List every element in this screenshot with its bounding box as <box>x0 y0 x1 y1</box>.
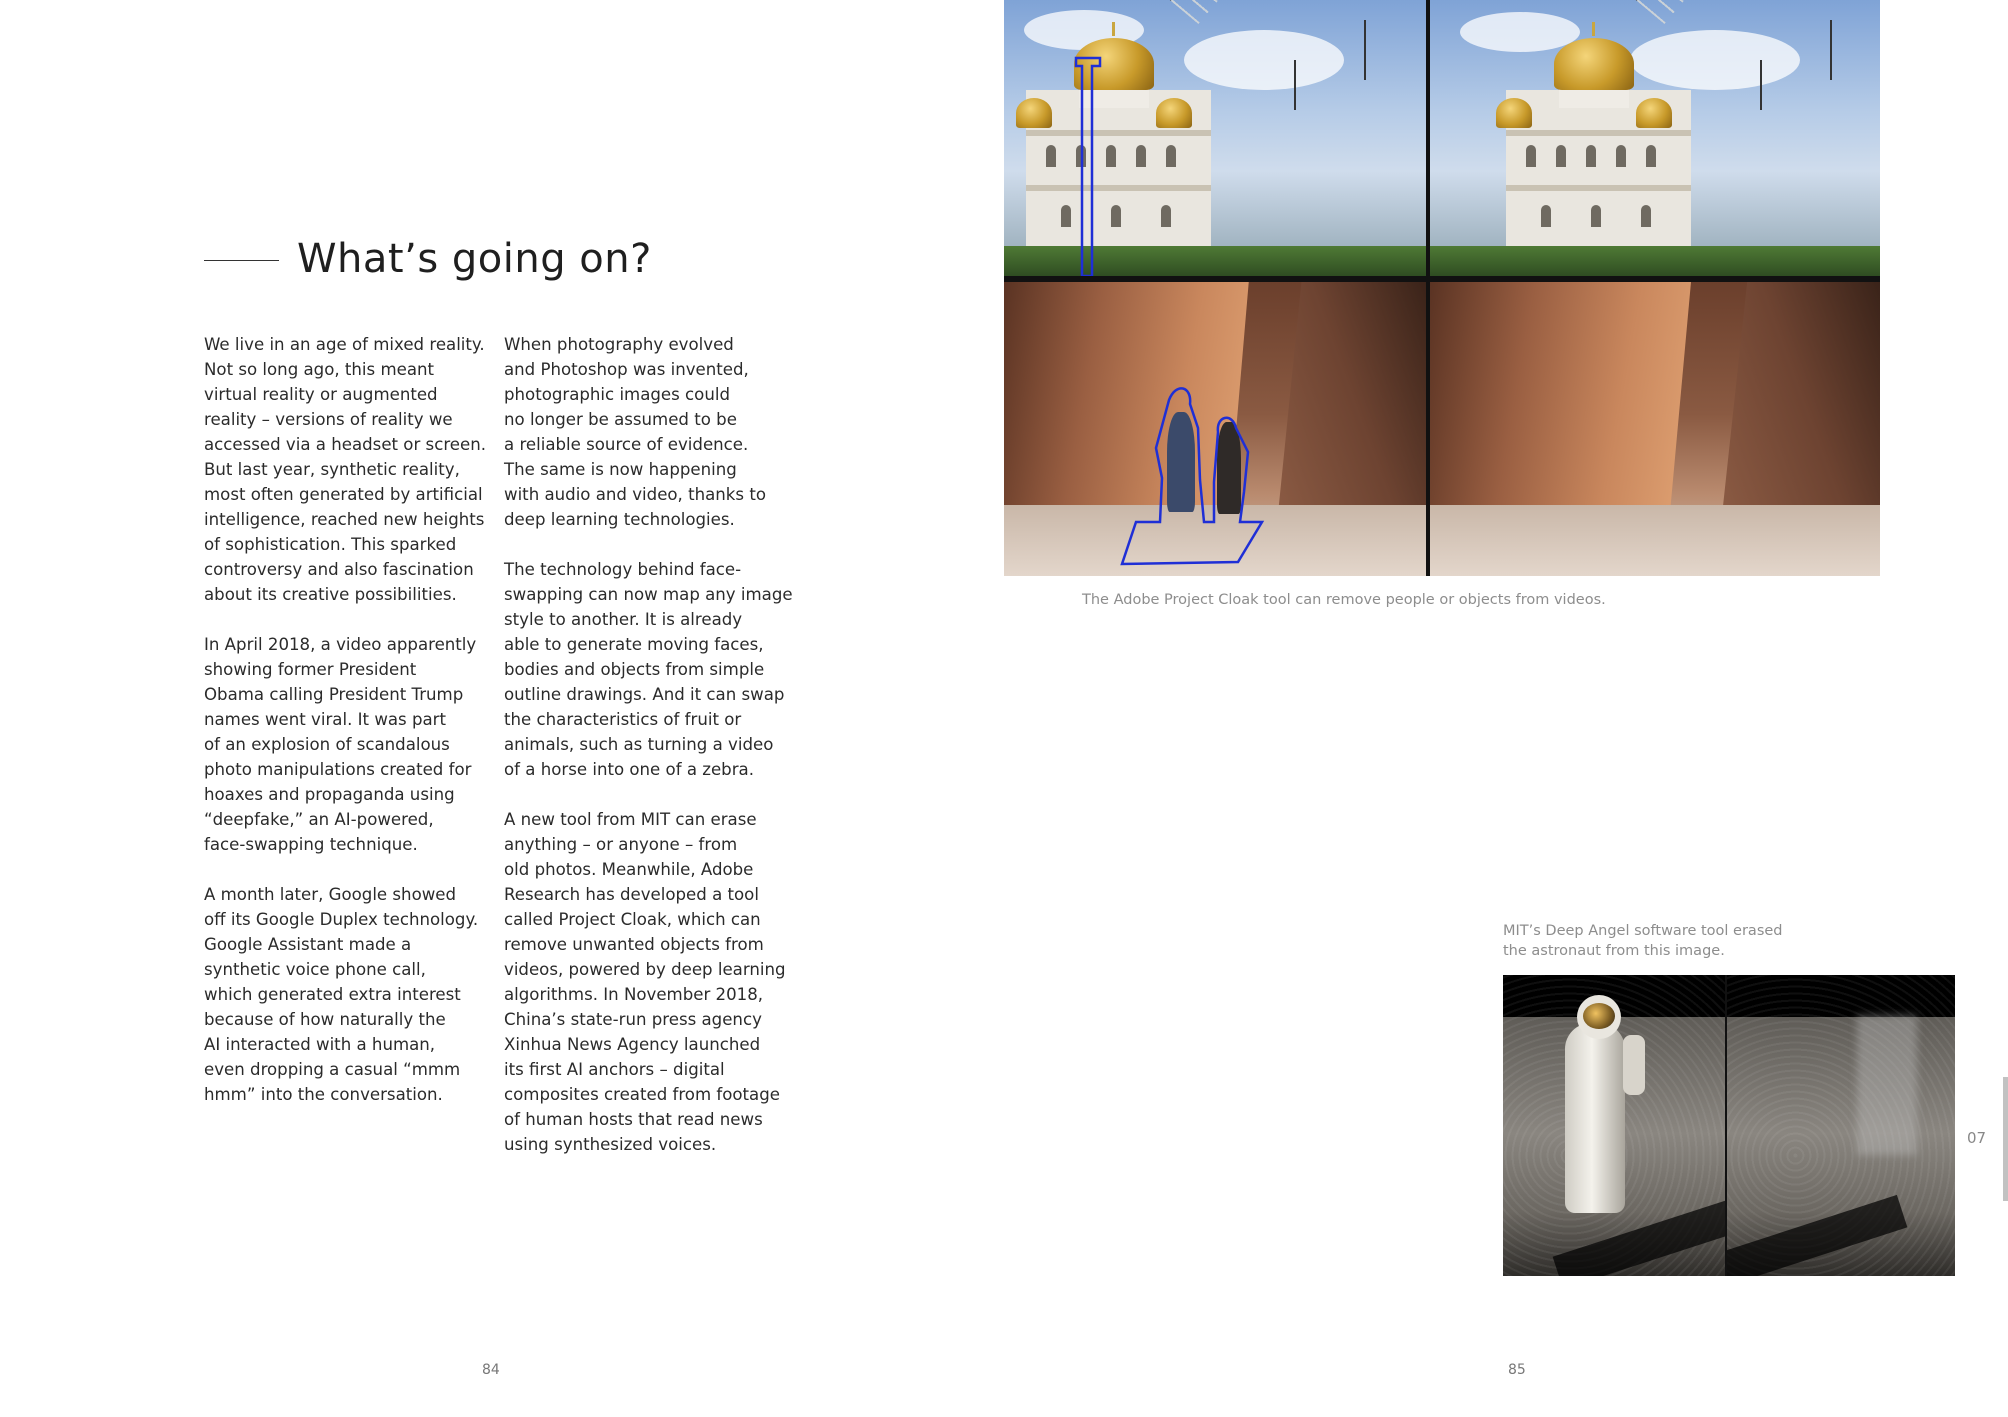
body-text-line: showing former President <box>204 660 417 679</box>
body-text-line: able to generate moving faces, <box>504 635 764 654</box>
body-text-line: face-swapping technique. <box>204 835 418 854</box>
body-text-line: photo manipulations created for <box>204 760 472 779</box>
body-text-line: of an explosion of scandalous <box>204 735 450 754</box>
body-text-line: Obama calling President Trump <box>204 685 464 704</box>
body-text-line: with audio and video, thanks to <box>504 485 766 504</box>
church-original-image <box>1004 0 1426 276</box>
body-column-right <box>504 332 793 1157</box>
body-text-line: virtual reality or augmented <box>204 385 438 404</box>
body-text-line: A month later, Google showed <box>204 885 457 904</box>
body-text-line: deep learning technologies. <box>504 510 735 529</box>
body-text-line: its first AI anchors – digital <box>504 1060 725 1079</box>
body-column-left <box>204 332 484 1107</box>
body-text-line: because of how naturally the <box>204 1010 446 1029</box>
body-text-line: algorithms. In November 2018, <box>504 985 764 1004</box>
body-text-line: style to another. It is already <box>504 610 743 629</box>
deep-angel-figure <box>1503 975 1955 1276</box>
hikers-outline <box>1004 282 1426 576</box>
body-text-line: A new tool from MIT can erase <box>504 810 757 829</box>
paragraph-break <box>204 857 484 882</box>
paragraph-break <box>204 607 484 632</box>
body-text-line: old photos. Meanwhile, Adobe <box>504 860 754 879</box>
body-text-line: synthetic voice phone call, <box>204 960 426 979</box>
body-text-line: “deepfake,” an AI-powered, <box>204 810 434 829</box>
chapter-tab-marker <box>2003 1077 2008 1201</box>
body-text-line: videos, powered by deep learning <box>504 960 786 979</box>
lamppost-outline <box>1004 0 1426 276</box>
body-text-line: Xinhua News Agency launched <box>504 1035 761 1054</box>
caption-line: the astronaut from this image. <box>1503 942 1725 959</box>
body-text-line: remove unwanted objects from <box>504 935 764 954</box>
body-text-line: using synthesized voices. <box>504 1135 717 1154</box>
figure-caption-cloak: The Adobe Project Cloak tool can remove people or objects from videos. <box>1082 592 1606 608</box>
body-text-line: We live in an age of mixed reality. <box>204 335 485 354</box>
body-text-line: photographic images could <box>504 385 730 404</box>
moon-original-image <box>1503 975 1725 1276</box>
page-number-left: 84 <box>482 1362 500 1378</box>
body-text-line: composites created from footage <box>504 1085 780 1104</box>
paragraph-break <box>504 532 784 557</box>
body-text-line: no longer be assumed to be <box>504 410 737 429</box>
body-text-line: names went viral. It was part <box>204 710 447 729</box>
body-text-line: and Photoshop was invented, <box>504 360 749 379</box>
body-text-line: But last year, synthetic reality, <box>204 460 460 479</box>
chapter-number: 07 <box>1967 1129 1987 1147</box>
body-text-line: animals, such as turning a video <box>504 735 774 754</box>
body-text-line: about its creative possibilities. <box>204 585 457 604</box>
body-text-line: of human hosts that read news <box>504 1110 763 1129</box>
body-text-line: outline drawings. And it can swap <box>504 685 785 704</box>
body-text-line: intelligence, reached new heights <box>204 510 485 529</box>
project-cloak-figure <box>1004 0 1880 576</box>
church-edited-image <box>1430 0 1880 276</box>
body-text-line: When photography evolved <box>504 335 734 354</box>
body-text-line: The same is now happening <box>504 460 737 479</box>
body-text-line: China’s state-run press agency <box>504 1010 762 1029</box>
body-text-line: reality – versions of reality we <box>204 410 453 429</box>
canyon-edited-image <box>1430 282 1880 576</box>
body-text-line: anything – or anyone – from <box>504 835 738 854</box>
body-text-line: The technology behind face- <box>504 560 742 579</box>
body-text-line: of a horse into one of a zebra. <box>504 760 754 779</box>
body-text-line: bodies and objects from simple <box>504 660 765 679</box>
caption-line: MIT’s Deep Angel software tool erased <box>1503 923 1783 939</box>
body-text-line: accessed via a headset or screen. <box>204 435 486 454</box>
body-text-line: off its Google Duplex technology. <box>204 910 479 929</box>
body-text-line: In April 2018, a video apparently <box>204 635 477 654</box>
canyon-original-image <box>1004 282 1426 576</box>
body-text-line: swapping can now map any image <box>504 585 793 604</box>
figure-caption-moon <box>1503 922 1783 961</box>
body-text-line: Google Assistant made a <box>204 935 412 954</box>
body-text-line: which generated extra interest <box>204 985 461 1004</box>
body-text-line: called Project Cloak, which can <box>504 910 761 929</box>
page-title: What’s going on? <box>297 236 652 282</box>
body-text-line: hoaxes and propaganda using <box>204 785 455 804</box>
body-text-line: AI interacted with a human, <box>204 1035 436 1054</box>
body-text-line: most often generated by artificial <box>204 485 483 504</box>
heading-rule <box>204 260 279 261</box>
paragraph-break <box>504 782 784 807</box>
body-text-line: the characteristics of fruit or <box>504 710 742 729</box>
page-number-right: 85 <box>1508 1362 1526 1378</box>
body-text-line: Research has developed a tool <box>504 885 759 904</box>
body-text-line: hmm” into the conversation. <box>204 1085 443 1104</box>
body-text-line: controversy and also fascination <box>204 560 474 579</box>
body-text-line: Not so long ago, this meant <box>204 360 435 379</box>
body-text-line: a reliable source of evidence. <box>504 435 749 454</box>
moon-edited-image <box>1727 975 1955 1276</box>
body-text-line: of sophistication. This sparked <box>204 535 457 554</box>
body-text-line: even dropping a casual “mmm <box>204 1060 461 1079</box>
